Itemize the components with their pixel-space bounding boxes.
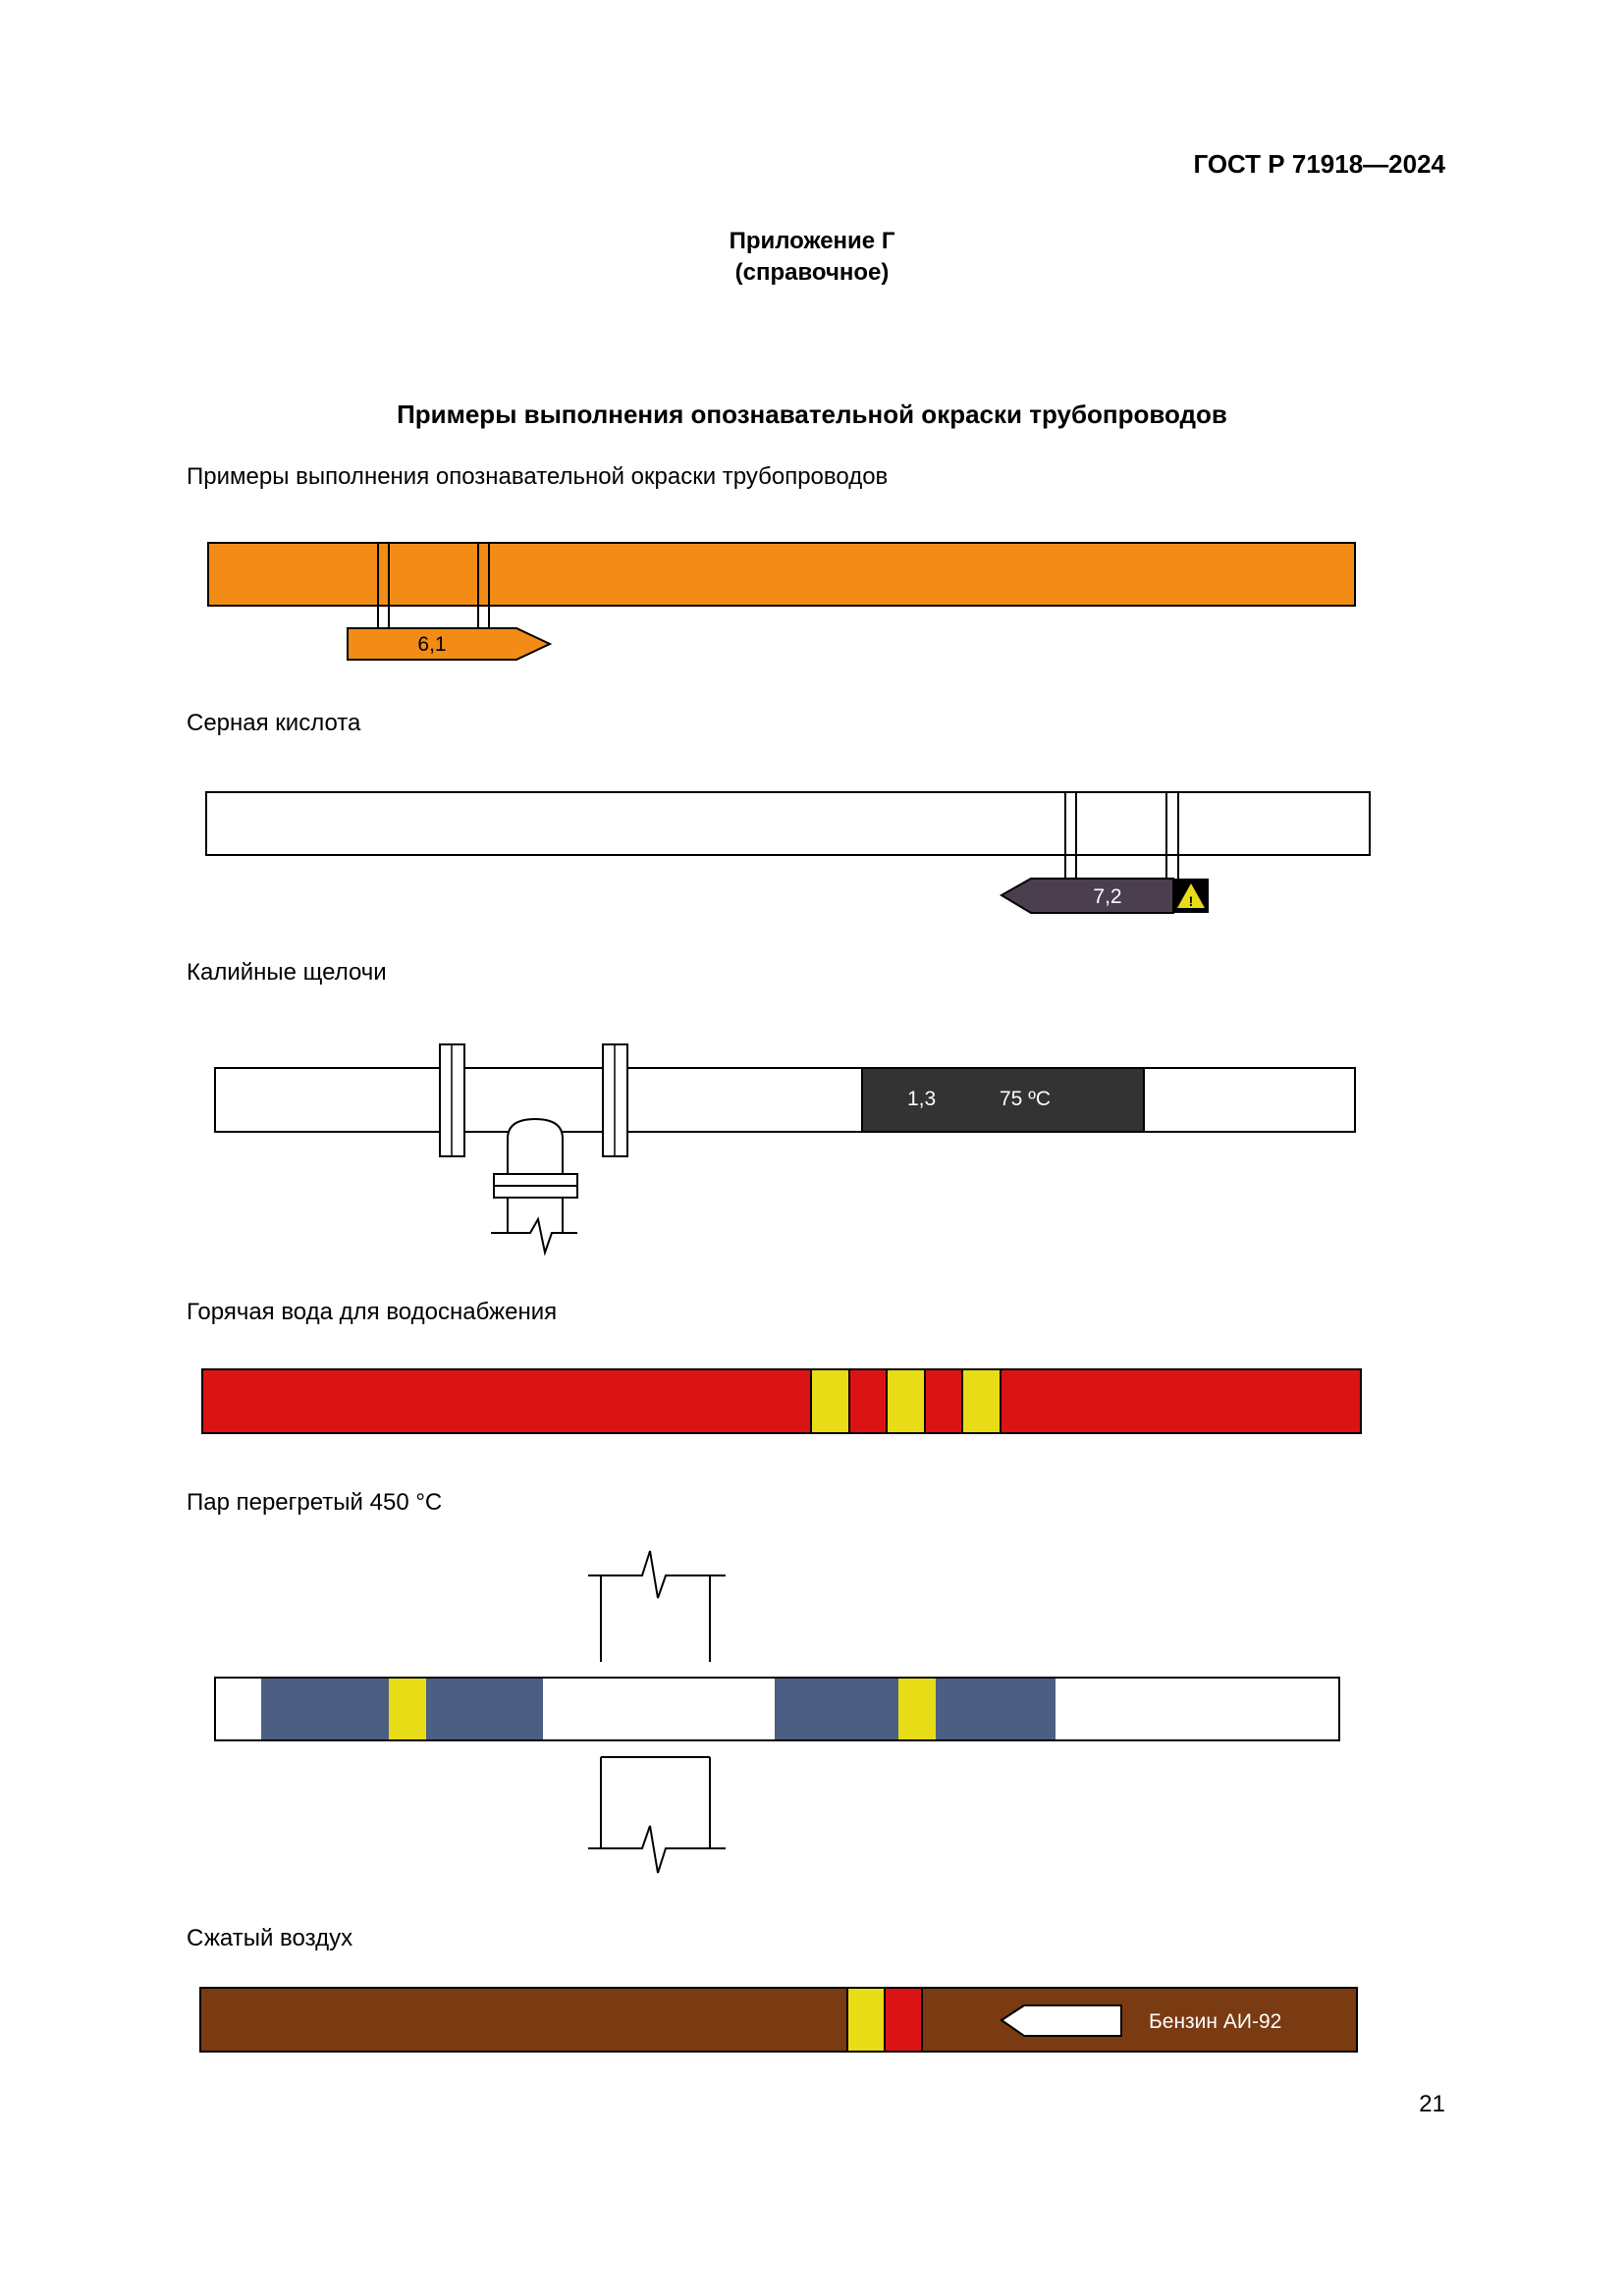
pipe-body [206, 792, 1370, 855]
pipe-diagram-2 [206, 792, 1370, 913]
warning-ring-2 [887, 1369, 925, 1433]
valve-body [508, 1119, 563, 1174]
example-label-6: Сжатый воздух [187, 1925, 353, 1951]
flow-arrow-left [1001, 2005, 1121, 2036]
pipe-diagram-5 [215, 1551, 1339, 1873]
example-label-1: Примеры выполнения опознавательной окраски трубопроводов [187, 463, 889, 490]
warning-ring-2 [898, 1678, 936, 1740]
temperature-label: 75 ºC [1000, 1088, 1052, 1110]
example-label-3: Калийные щелочи [187, 959, 387, 986]
pipe-diagram-6 [200, 1988, 1357, 2052]
branch-top [588, 1551, 726, 1662]
pipe-body [202, 1369, 1361, 1433]
tag-label: 6,1 [417, 633, 447, 656]
example-label-2: Серная кислота [187, 710, 361, 736]
warning-ring-1 [389, 1678, 426, 1740]
branch-bottom [588, 1757, 726, 1873]
appendix-title: Приложение Г [729, 228, 895, 254]
pipe-body [208, 543, 1355, 606]
warning-ring-3 [962, 1369, 1001, 1433]
page-number: 21 [1419, 2091, 1445, 2117]
example-label-4: Горячая вода для водоснабжения [187, 1299, 558, 1325]
warning-ring-1 [811, 1369, 849, 1433]
code-label: 1,3 [907, 1088, 937, 1110]
standard-number: ГОСТ Р 71918—2024 [1193, 149, 1445, 179]
pipe-diagram-3 [215, 1044, 1355, 1253]
warning-ring-red [885, 1988, 922, 2052]
tag-arrow-right [348, 628, 550, 660]
substance-label: Бензин АИ-92 [1149, 2010, 1282, 2033]
pipe-diagram-4 [202, 1369, 1361, 1433]
example-label-5: Пар перегретый 450 °C [187, 1489, 443, 1516]
tag-label: 7,2 [1093, 885, 1122, 908]
tag-arrow-left [1001, 879, 1173, 913]
valve-flange-bottom [494, 1186, 577, 1198]
appendix-subtitle: (справочное) [734, 259, 890, 286]
warning-mark: ! [1188, 893, 1194, 909]
section-title: Примеры выполнения опознавательной окраски трубопроводов [397, 400, 1227, 429]
pipe-body [215, 1068, 1355, 1132]
pipe-diagram-1 [208, 543, 1355, 660]
warning-ring-yellow [847, 1988, 885, 2052]
valve-flange-top [494, 1174, 577, 1186]
break-line [491, 1198, 577, 1253]
